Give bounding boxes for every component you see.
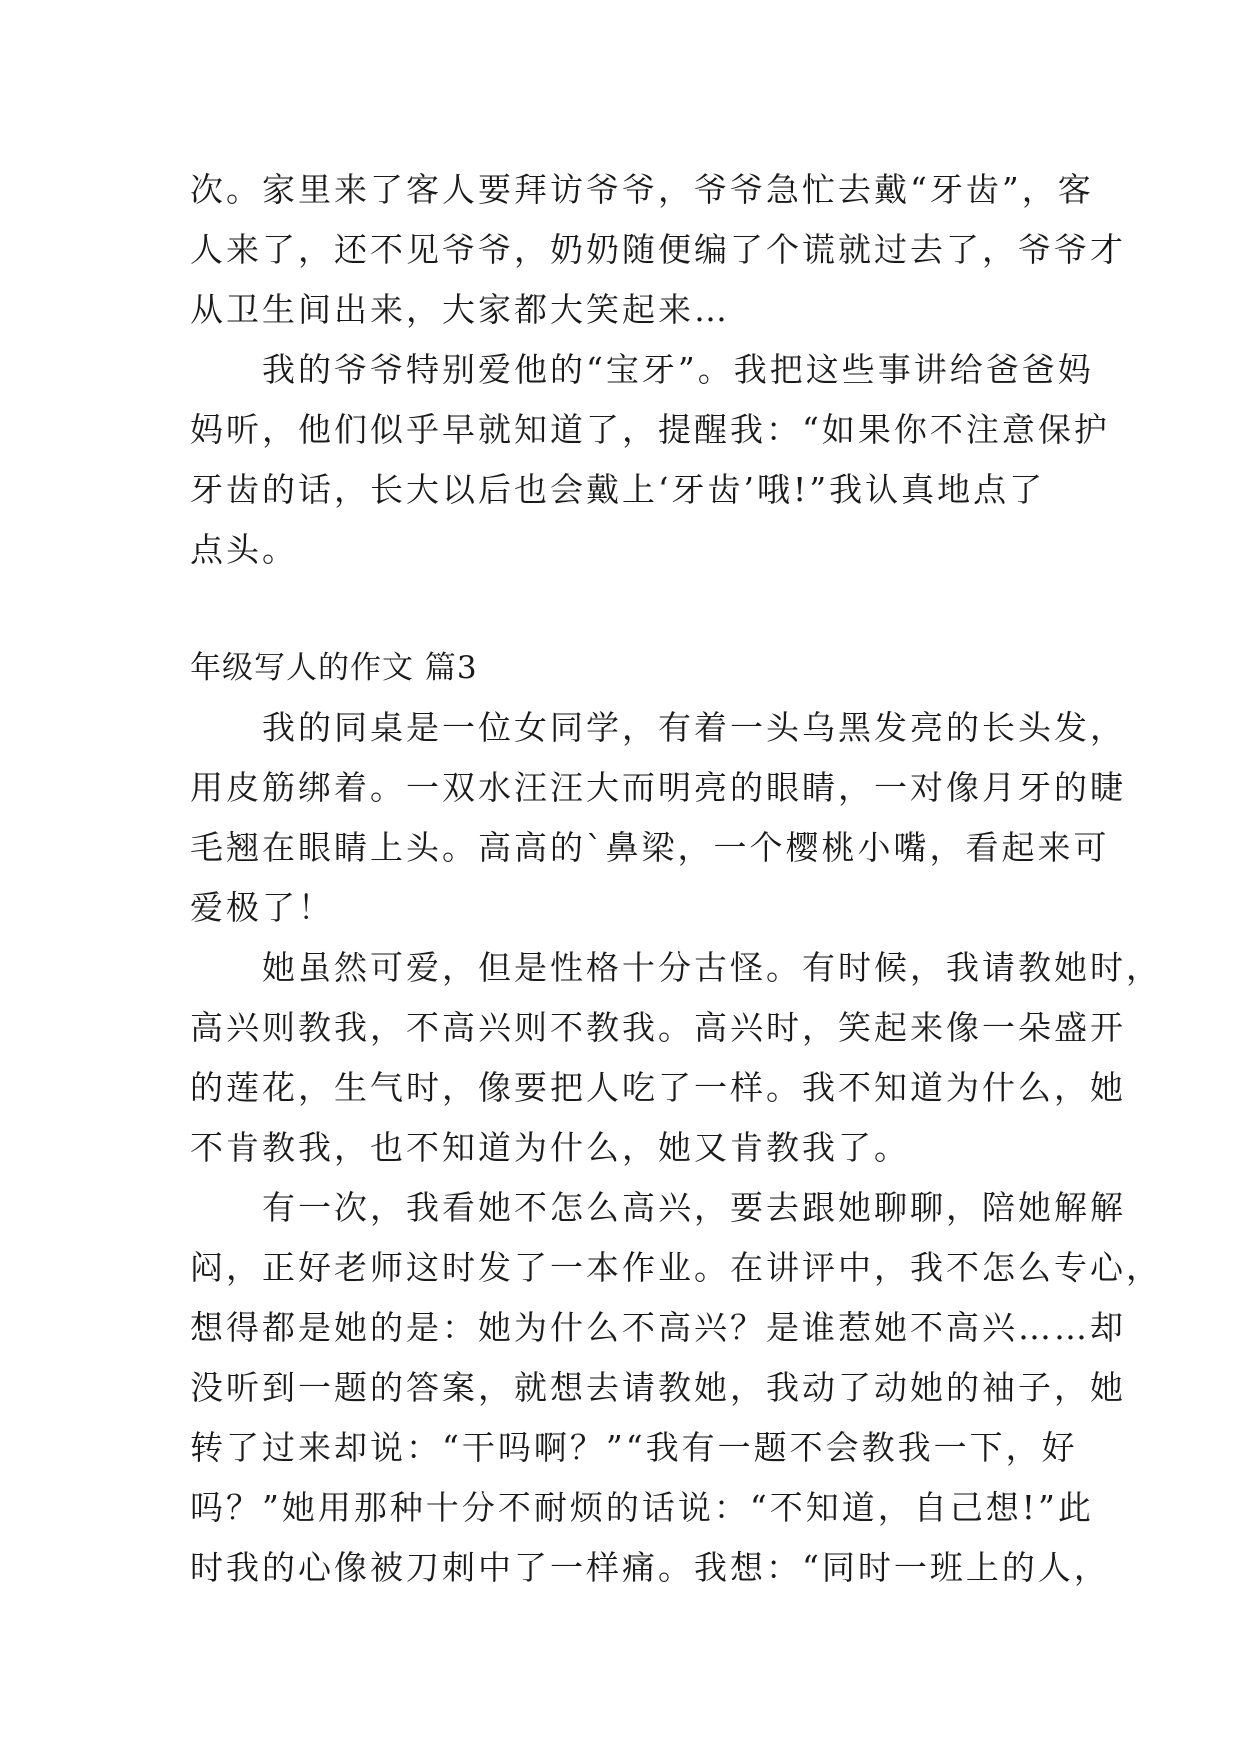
text-line: 闷，正好老师这时发了一本作业。在讲评中，我不怎么专心，: [190, 1248, 1162, 1287]
text-line: 高兴则教我，不高兴则不教我。高兴时，笑起来像一朵盛开: [190, 1008, 1126, 1047]
text-line: 没听到一题的答案，就想去请教她，我动了动她的袖子，她: [190, 1368, 1126, 1407]
text-line: 的莲花，生气时，像要把人吃了一样。我不知道为什么，她: [190, 1068, 1126, 1107]
text-line: 我的同桌是一位女同学，有着一头乌黑发亮的长头发，: [190, 708, 1126, 747]
text-line: 爱极了！: [190, 888, 334, 927]
text-line: 人来了，还不见爷爷，奶奶随便编了个谎就过去了，爷爷才: [190, 230, 1126, 269]
text-line: 次。家里来了客人要拜访爷爷，爷爷急忙去戴“牙齿”，客: [190, 170, 1094, 209]
text-line: 从卫生间出来，大家都大笑起来…: [190, 290, 730, 329]
text-line: 点头。: [190, 530, 298, 569]
paragraph-3: [190, 698, 1126, 938]
text-line: 转了过来却说：“干吗啊？”“我有一题不会教我一下，好: [190, 1428, 1078, 1467]
text-line: 毛翘在眼睛上头。高高的`鼻梁，一个樱桃小嘴，看起来可: [190, 828, 1110, 867]
text-line: 她虽然可爱，但是性格十分古怪。有时候，我请教她时，: [190, 948, 1162, 987]
text-line: 时我的心像被刀刺中了一样痛。我想：“同时一班上的人，: [190, 1548, 1110, 1587]
text-line: 妈听，他们似乎早就知道了，提醒我：“如果你不注意保护: [190, 410, 1110, 449]
paragraph-5: [190, 1178, 1162, 1598]
paragraph-1: [190, 160, 1126, 340]
text-line: 吗？”她用那种十分不耐烦的话说：“不知道，自己想!”此: [190, 1488, 1094, 1527]
text-line: 牙齿的话，长大以后也会戴上‘牙齿’哦!”我认真地点了: [190, 470, 1046, 509]
paragraph-4: [190, 938, 1162, 1178]
text-line: 用皮筋绑着。一双水汪汪大而明亮的眼睛，一对像月牙的睫: [190, 768, 1126, 807]
text-line: 有一次，我看她不怎么高兴，要去跟她聊聊，陪她解解: [190, 1188, 1126, 1227]
section-heading: 年级写人的作文 篇3: [190, 650, 478, 686]
paragraph-spacer: [190, 580, 1070, 638]
text-line: 不肯教我，也不知道为什么，她又肯教我了。: [190, 1128, 910, 1167]
text-line: 我的爷爷特别爱他的“宝牙”。我把这些事讲给爸爸妈: [190, 350, 1094, 389]
paragraph-2: [190, 340, 1110, 580]
text-line: 想得都是她的是：她为什么不高兴？是谁惹她不高兴……却: [190, 1308, 1126, 1347]
document-page: [190, 160, 1162, 1598]
